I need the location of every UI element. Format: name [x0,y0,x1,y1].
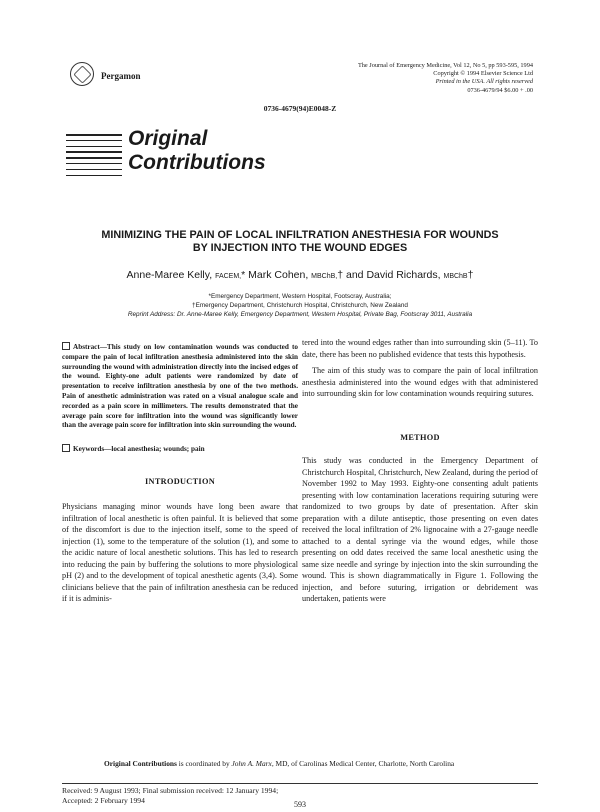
author-degree: MBChB, [311,273,338,280]
footnote-rule [62,783,538,784]
method-heading: METHOD [400,432,440,442]
method-paragraph: This study was conducted in the Emergency Department of Christchurch Hospital, Christchurch, New Zealand, during the period of November 1992 to May 1993. Eighty-one consenting adult patients presenting with low contamination lacerations requiring suturing were randomized to two groups by date of presentation. After skin preparation with a dilute antiseptic, those presenting on even dates received the local infiltration of 2% lignocaine with a 27-gauge needle attached to a dental syringe via the wound edges, while those presenting on odd dates received the same local anesthetic using the same size needle and syringe by injection into the skin surrounding the wound. This is shown diagrammatically in Figure 1. Following the injection, and before suturing, irrigation or debridement was undertaken, patients were [302,456,538,603]
body-paragraph: The aim of this study was to compare the pain of local infiltration anesthesia administered into the wound edges with that administered into surrounding skin for low contamination wounds requiring sutures. [302,366,538,398]
affiliations [0,292,600,320]
journal-line: 0736-4679/94 $6.00 + .00 [467,86,533,94]
received-line: Received: 9 August 1993; Final submission received: 12 January 1994; [62,786,279,795]
journal-line: The Journal of Emergency Medicine, Vol 12, No 5, pp 593-595, 1994 [357,62,533,69]
keywords: Keywords—local anesthesia; wounds; pain [62,444,298,456]
affiliation-line: *Emergency Department, Western Hospital, Footscray, Australia; [208,293,392,300]
author-list: Anne-Maree Kelly, FACEM,* Mark Cohen, MBChB,† and David Richards, MBChB† [126,269,474,281]
journal-line: Printed in the USA. All rights reserved [435,78,533,86]
body-paragraph: tered into the wound edges rather than into surrounding skin (5–11). To date, there has been no published evidence that tests this hypothesis. [302,338,538,359]
reprint-address: Reprint Address: Dr. Anne-Maree Kelly, Emergency Department, Western Hospital, Private Bag, Footscray 3011, Australia [127,311,473,319]
right-column [302,337,538,605]
publisher-logo [70,62,94,86]
introduction-paragraph: Physicians managing minor wounds have long been aware that infiltration of local anesthetic is often painful. It is believed that some of the discomfort is due to the injection itself, some to the speed of injection (1), some to the temperature of the solution (1), and some to the acidic nature of local anesthetic solutions. This has led to research into reducing the pain by buffering the solutions to more physiological pH (2) and to the development of topical anesthetic agents (3,4). Some clinicians believe that the pain of infiltration anesthesia can be reduced if it is adminis- [62,502,298,604]
section-heading-rules [66,134,122,180]
abstract: Abstract—This study on low contamination wounds was conducted to compare the pain of local infiltration anesthesia administered into the skin surrounding the wound with administration directly into the incised edges of the wound. Eighty-one adult patients were randomized by date of presentation to receive infiltration anesthesia by one of the two methods. Pain of anesthetic administration was rated on a visual analogue scale and recorded as a pain score in millimeters. The results demonstrated that the average pain score for infiltration into the wound was significantly lower than the average pain score for infiltration into skin surrounding the wound. [62,343,298,430]
affiliation-line: †Emergency Department, Christchurch Hospital, Christchurch, New Zealand [192,302,408,310]
footnote: Original Contributions is coordinated by John A. Marx, MD, of Carolinas Medical Center, Charlotte, North Carolina [104,759,455,768]
author-name: Anne-Maree Kelly, [126,269,213,281]
checkbox-icon [62,444,70,452]
page-number: 593 [294,800,306,809]
author-name: David Richards, [366,269,441,281]
author-degree: FACEM, [215,273,242,280]
accepted-line: Accepted: 2 February 1994 [62,796,145,805]
section-heading: Original Contributions [128,127,266,174]
introduction-heading: INTRODUCTION [145,476,215,486]
journal-citation [358,62,533,95]
checkbox-icon [62,342,70,350]
author-degree: MBChB [443,273,468,280]
journal-line: Copyright © 1994 Elsevier Science Ltd [433,70,533,78]
article-title: MINIMIZING THE PAIN OF LOCAL INFILTRATION ANESTHESIA FOR WOUNDS BY INJECTION INTO THE WOUND EDGES [101,229,499,254]
author-name: Mark Cohen, [248,269,309,281]
document-code: 0736-4679(94)E0048-Z [263,104,337,113]
publisher-name: Pergamon [101,71,141,81]
left-column [62,342,298,605]
